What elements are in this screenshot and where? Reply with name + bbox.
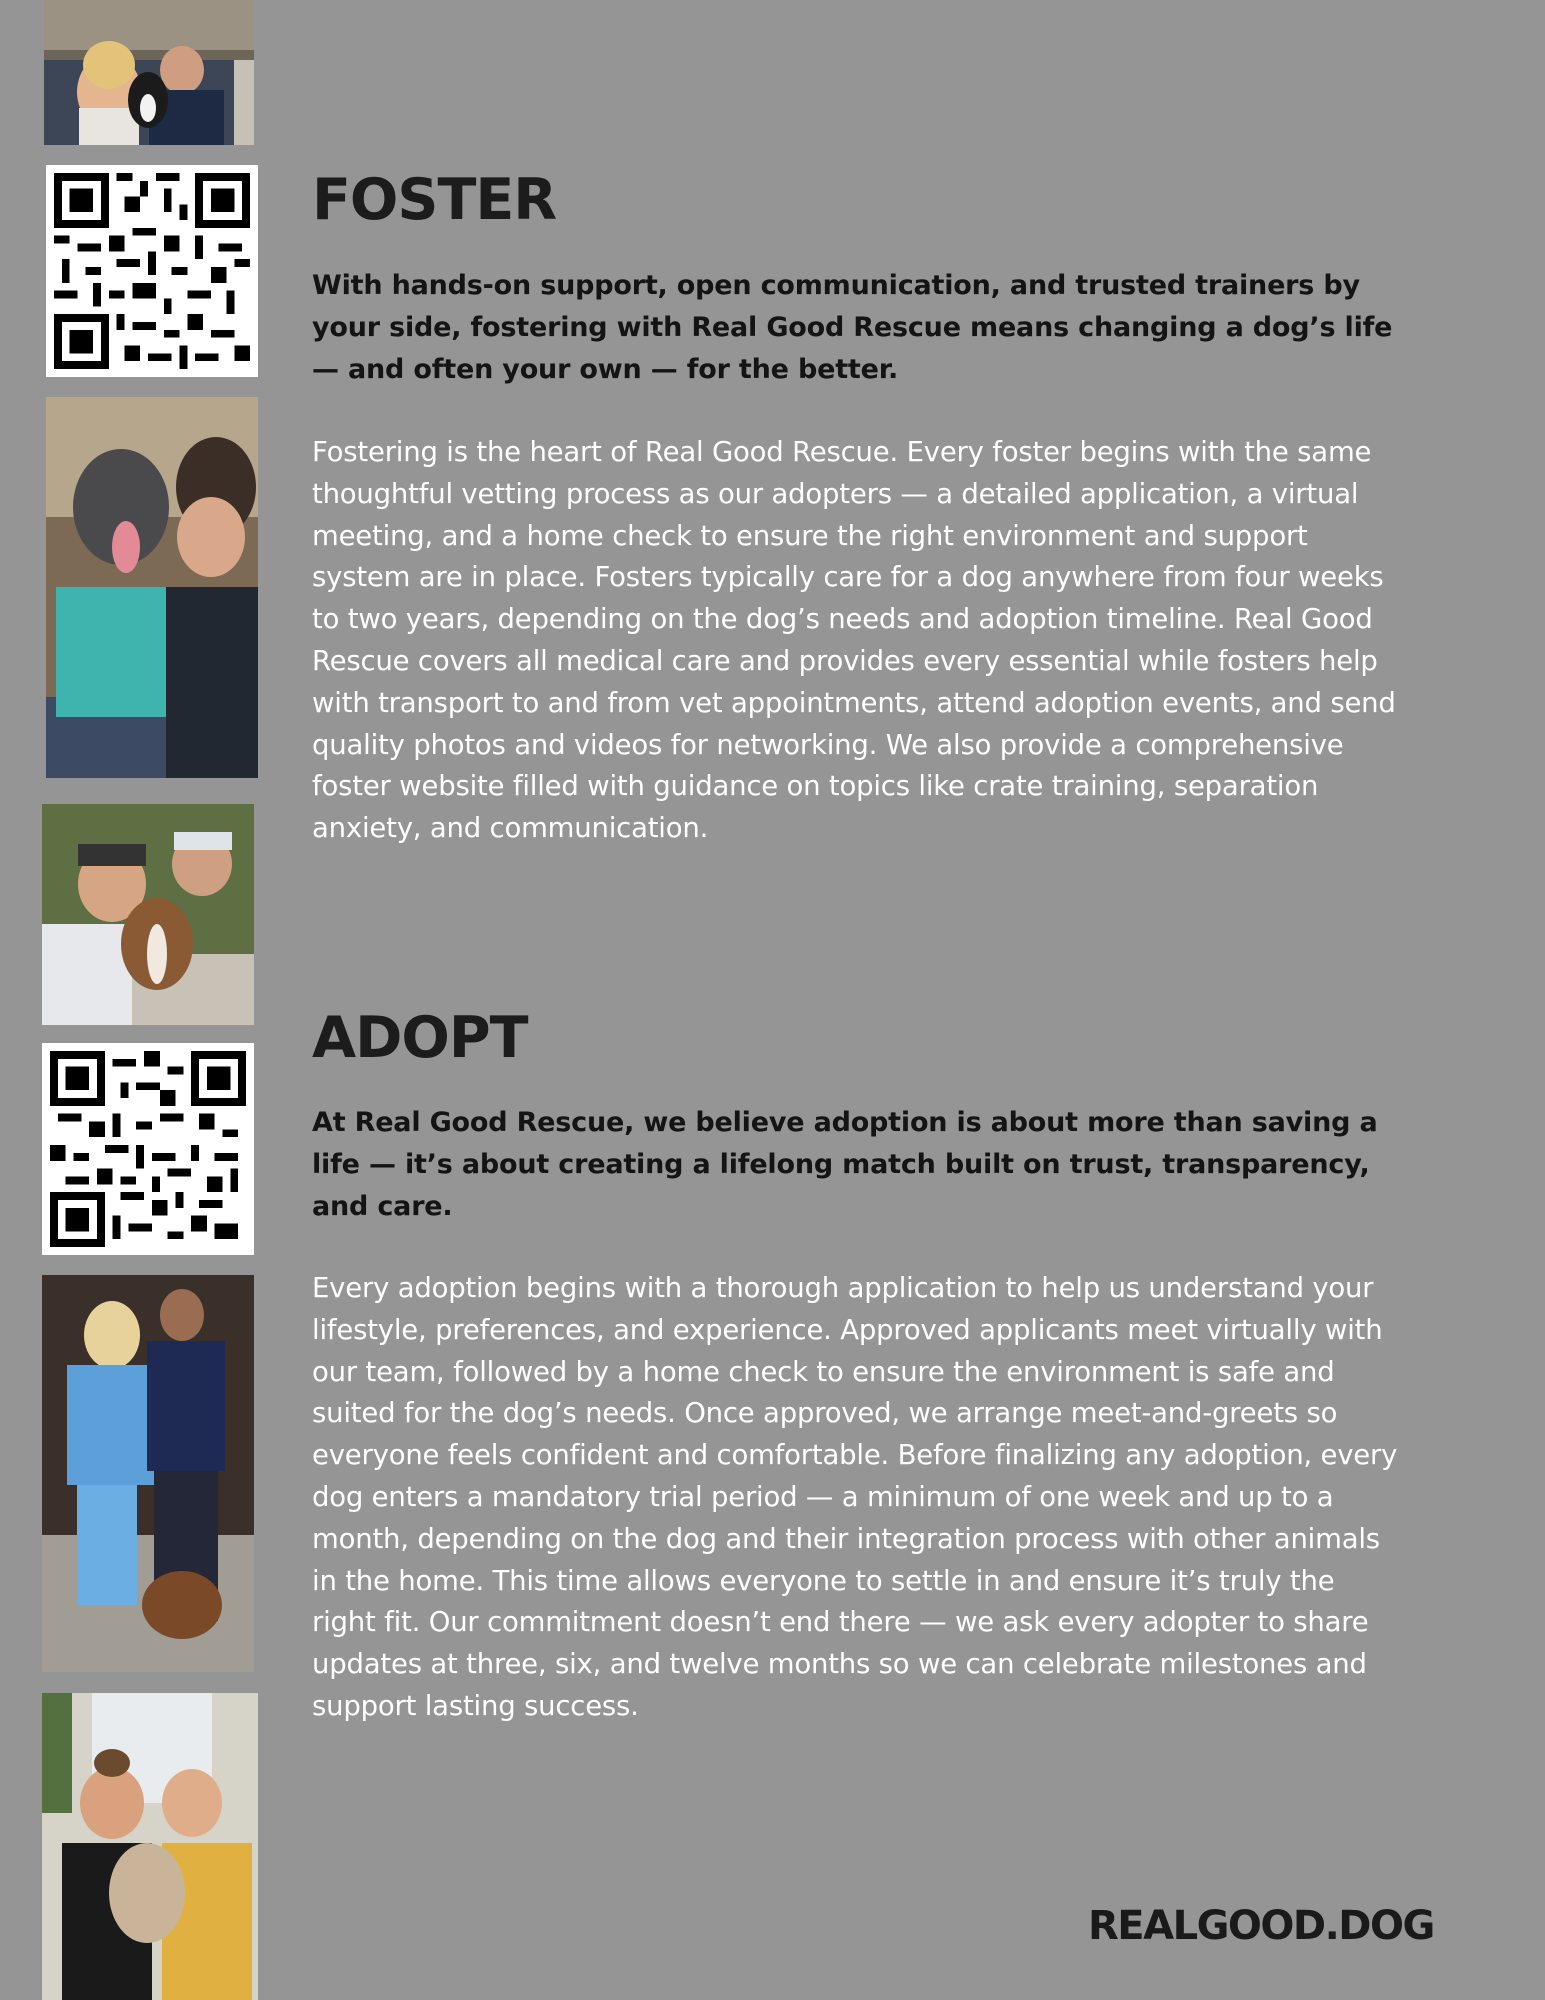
photo-couple-with-dog: [44, 0, 254, 145]
adopt-lead: At Real Good Rescue, we believe adoption is about more than saving a life — it’s about creating a lifelong match built on trust, transparency, and care.: [312, 1107, 1378, 1222]
photo-girls-with-dog: [42, 1693, 258, 2000]
photo-two-men-with-boxer: [42, 804, 254, 1025]
adopt-title: ADOPT: [312, 1005, 528, 1071]
foster-body: Fostering is the heart of Real Good Rescue. Every foster begins with the same thoughtful vetting process as our adopters — a detailed application, a virtual meeting, and a home check to ensure the right environment and support system are in place. Fosters typically care for a dog anywhere from four weeks to two years, depending on the dog’s needs and adoption timeline. Real Good Rescue covers all medical care and provides every essential while fosters help with transport to and from vet appointments, attend adoption events, and send quality photos and videos for networking. We also provide a comprehensive foster website filled with guidance on topics like crate training, separation anxiety, and communication.: [312, 436, 1396, 845]
adopt-body: Every adoption begins with a thorough application to help us understand your lifestyle, preferences, and experience. Approved applicants meet virtually with our team, followed by a home check to ensure the environment is safe and suited for the dog’s needs. Once approved, we arrange meet-and-greets so everyone feels confident and comfortable. Before finalizing any adoption, every dog enters a mandatory trial period — a minimum of one week and up to a month, depending on the dog and their integration process with other animals in the home. This time allows everyone to settle in and ensure it’s truly the right fit. Our commitment doesn’t end there — we ask every adopter to share updates at three, six, and twelve months so we can celebrate milestones and support lasting success.: [312, 1272, 1398, 1722]
adopt-qr-code[interactable]: [42, 1043, 254, 1255]
footer-brand-url[interactable]: REALGOOD.DOG: [1088, 1903, 1434, 1949]
photo-couple-standing-with-dog: [42, 1275, 254, 1672]
photo-man-with-dog-kiss: [46, 397, 258, 778]
foster-title: FOSTER: [312, 167, 557, 233]
foster-qr-code[interactable]: [46, 165, 258, 377]
foster-lead: With hands-on support, open communication, and trusted trainers by your side, fostering with Real Good Rescue means changing a dog’s life — and often your own — for the better.: [312, 270, 1393, 385]
